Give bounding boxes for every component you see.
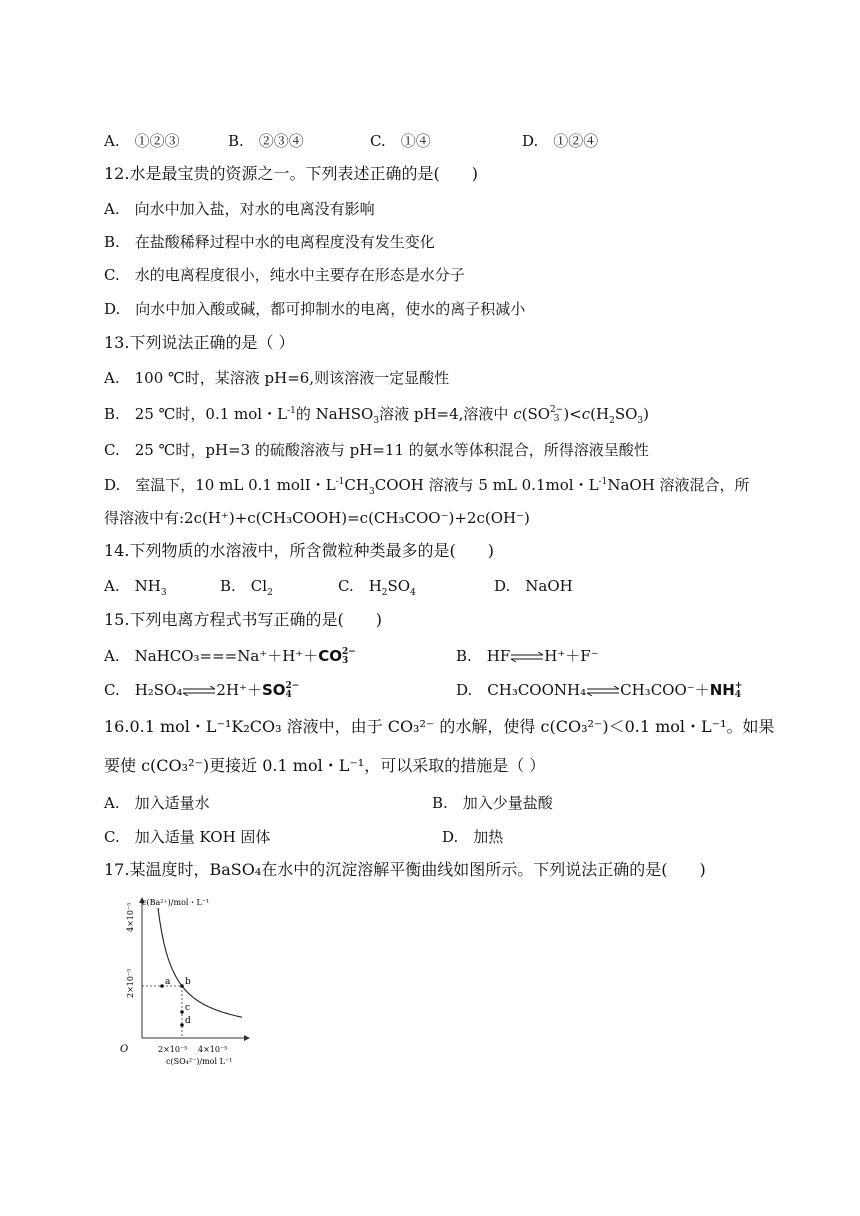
q15-option-b: B. HF H⁺＋F⁻ <box>456 647 599 665</box>
q16-stem-line1: 16.0.1 mol・L⁻¹K₂CO₃ 溶液中，由于 CO₃²⁻ 的水解，使得 c(CO₃²⁻)＜0.1 mol・L⁻¹。如果 <box>104 717 775 736</box>
q14-option-b: B. $Cl_2$ <box>220 577 273 598</box>
q13-option-b: B. 25 ℃时，0.1 mol・$L^{-1}$的 NaHSO$_3$溶液 pH=4,溶液中 c(SO 2− 3 )$<c(H_2SO_3)$ <box>104 405 649 426</box>
q12-option-d: D. 向水中加入酸或碱，都可抑制水的电离，使水的离子积减小 <box>104 300 526 318</box>
chart-axes <box>139 897 250 1041</box>
q14-stem: 14.下列物质的水溶液中，所含微粒种类最多的是( ) <box>104 541 494 560</box>
q11-option-b: B. ②③④ <box>228 132 304 150</box>
q14-option-d: D. NaOH <box>494 577 573 595</box>
data-point-d <box>180 1023 184 1027</box>
q12-option-a: A. 向水中加入盐，对水的电离没有影响 <box>104 200 375 218</box>
q16-option-a: A. 加入适量水 <box>104 794 210 812</box>
equilibrium-arrow-icon <box>510 652 544 662</box>
solubility-curve-figure <box>112 888 262 1066</box>
origin-label: O <box>120 1044 129 1055</box>
q13-stem: 13.下列说法正确的是（ ） <box>104 333 295 352</box>
q11-option-d: D. ①②④ <box>522 132 599 150</box>
data-point-label-a: a <box>165 977 171 987</box>
x-tick-label-4e-5: 4×10⁻⁵ <box>198 1045 228 1054</box>
q13-option-d-line2: 得溶液中有:2c(H⁺)+c(CH₃COOH)=c(CH₃COO⁻)+2c(OH⁻) <box>104 509 530 527</box>
q15-stem: 15.下列电离方程式书写正确的是( ) <box>104 610 382 629</box>
data-point-label-c: c <box>185 1003 191 1013</box>
q11-option-c: C. ①④ <box>370 132 431 150</box>
q13-option-c: C. 25 ℃时，pH=3 的硫酸溶液与 pH=11 的氨水等体积混合，所得溶液呈酸性 <box>104 441 649 459</box>
equilibrium-arrow-icon <box>182 686 216 696</box>
equilibrium-arrow-icon <box>586 686 620 696</box>
q15-option-d: D. CH₃COONH₄ CH₃COO⁻＋NH + 4 <box>456 681 743 700</box>
q15-option-a: A. NaHCO₃===Na⁺＋H⁺＋CO 2− 3 <box>104 647 356 666</box>
data-point-label-b: b <box>185 977 191 987</box>
q16-option-d: D. 加热 <box>442 828 504 846</box>
y-tick-label-4e-5: 4×10⁻⁵ <box>126 902 135 932</box>
q17-stem: 17.某温度时，BaSO₄在水中的沉淀溶解平衡曲线如图所示。下列说法正确的是( ) <box>104 860 706 879</box>
data-point-label-d: d <box>185 1016 191 1026</box>
q15-option-c: C. H₂SO₄ 2H⁺＋SO 2− 4 <box>104 681 300 700</box>
x-tick-label-2e-5: 2×10⁻⁵ <box>158 1045 188 1054</box>
q14-option-a: A. $NH_3$ <box>104 577 167 598</box>
q13-option-d-line1: D. 室温下，10 mL 0.1 molI・$L^{-1}CH_3COOH$ 溶液与 5 mL 0.1mol・$L^{-1}NaOH$ 溶液混合，所 <box>104 476 750 497</box>
q16-stem-line2: 要使 c(CO₃²⁻)更接近 0.1 mol・L⁻¹，可以采取的措施是（ ） <box>104 756 546 775</box>
y-axis-label: c(Ba²⁺)/mol・L⁻¹ <box>142 898 210 907</box>
q13-option-a: A. 100 ℃时，某溶液 pH=6,则该溶液一定显酸性 <box>104 369 450 387</box>
q16-option-b: B. 加入少量盐酸 <box>432 794 553 812</box>
equilibrium-curve-line <box>158 908 242 1017</box>
q11-option-a: A. ①②③ <box>104 132 180 150</box>
q12-option-b: B. 在盐酸稀释过程中水的电离程度没有发生变化 <box>104 233 435 251</box>
data-point-c <box>180 1010 184 1014</box>
x-axis-label: c(SO₄²⁻)/mol L⁻¹ <box>166 1057 233 1066</box>
data-point-a <box>160 984 164 988</box>
q12-option-c: C. 水的电离程度很小，纯水中主要存在形态是水分子 <box>104 266 465 284</box>
y-tick-label-2e-5: 2×10⁻⁵ <box>126 968 135 998</box>
q14-option-c: C. $H_2SO_4$ <box>338 577 416 598</box>
data-point-b <box>180 984 184 988</box>
x-axis-arrow-icon <box>244 1035 250 1041</box>
q16-option-c: C. 加入适量 KOH 固体 <box>104 828 271 846</box>
q12-stem: 12.水是最宝贵的资源之一。下列表述正确的是( ) <box>104 164 478 183</box>
